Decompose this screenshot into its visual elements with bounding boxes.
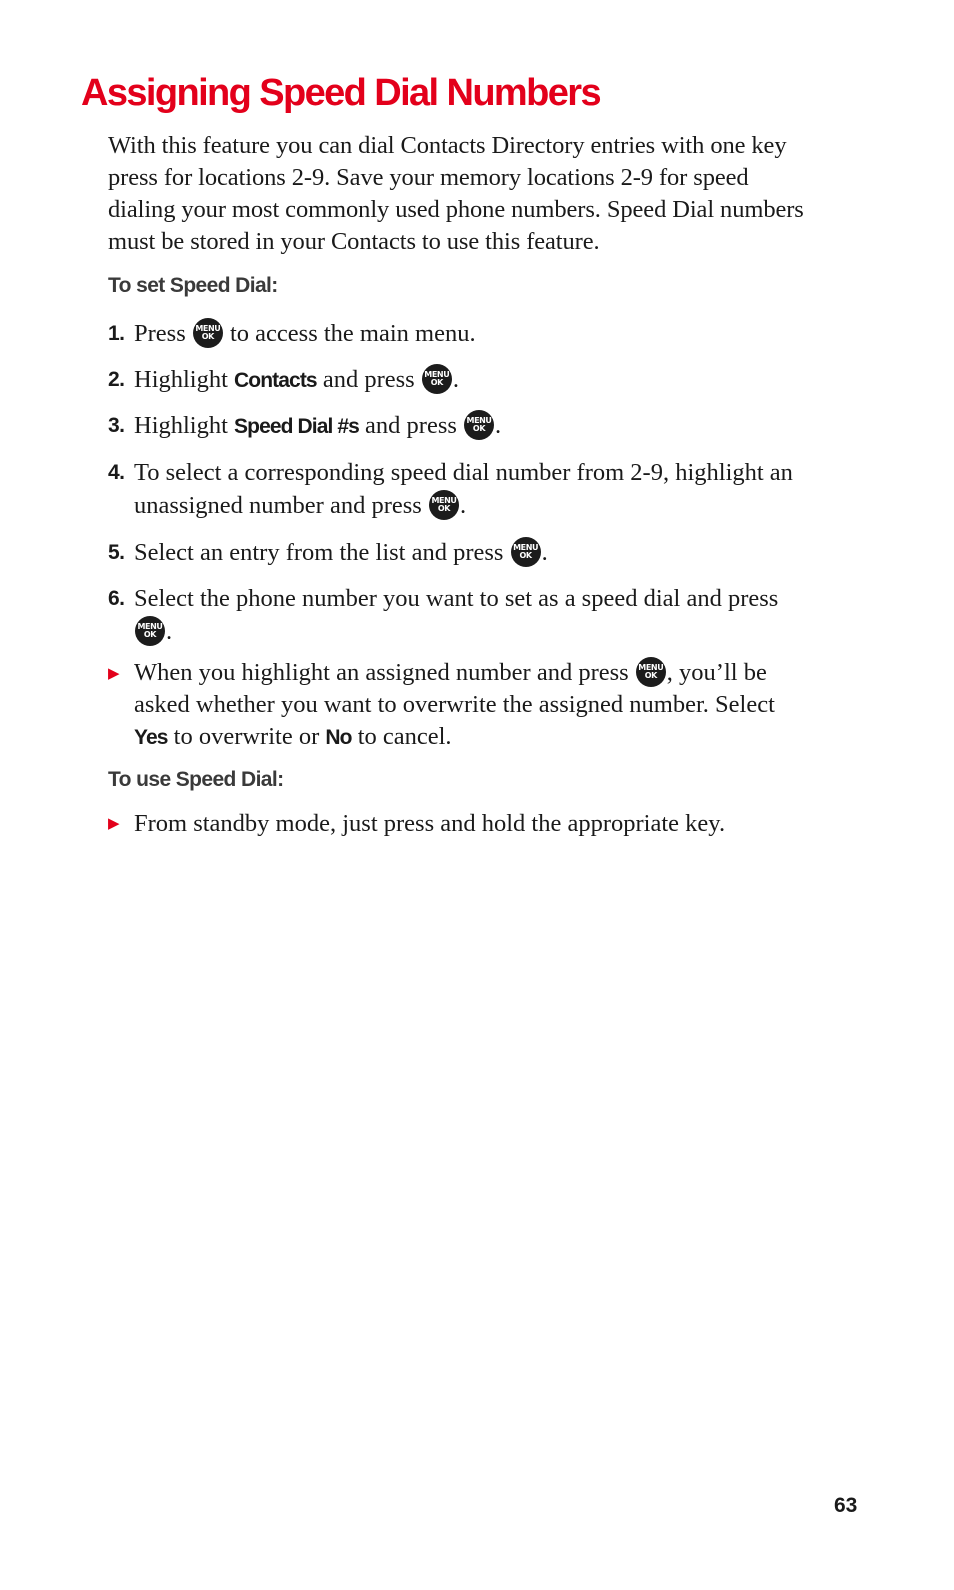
key-label-menu: MENU [466,416,492,425]
menu-ok-key-icon [636,657,666,687]
overwrite-note [108,657,808,754]
step-text [134,536,808,569]
step-text [134,363,808,397]
step-number: 6. [108,587,125,610]
ui-label-yes: Yes [134,726,168,749]
key-label-menu: MENU [431,496,457,505]
key-label-ok: OK [430,378,443,387]
key-label-menu: MENU [137,622,163,631]
key-label-menu: MENU [424,370,450,379]
step-text-middle: and press [322,366,415,393]
step-2 [108,363,808,397]
key-label-ok: OK [143,630,157,639]
intro-paragraph: With this feature you can dial Contacts Directory entries with one key press for locations 2-9. Save your memory locations 2-9 for speed dialing your most commonly used phone numbers. Speed Dial numbers must be stored in your Contacts to use this feature. [108,132,804,255]
ui-label-contacts: Contacts [234,369,317,392]
key-label-menu: MENU [638,663,664,672]
note-text-after: , you’ll be asked whether you want to overwrite the assigned number. Select [134,659,775,718]
step-text-before: Press [134,320,186,347]
menu-ok-key-icon [511,537,541,567]
step-text-before: Highlight [134,366,228,393]
step-text-middle: and press [365,412,457,439]
step-4 [108,456,808,522]
note-text [134,657,808,754]
red-arrow-bullet-icon: ▶ [108,814,120,832]
key-label-menu: MENU [195,324,221,333]
key-label-ok: OK [644,671,657,680]
step-text [134,409,808,443]
step-text-before: Select the phone number you want to set as a speed dial and press [134,585,779,612]
page-title: Assigning Speed Dial Numbers [81,72,600,114]
step-text [134,317,808,350]
page-number: 63 [834,1494,858,1517]
step-text-before: Select an entry from the list and press [134,539,504,566]
menu-ok-key-icon [193,318,223,348]
key-label-ok: OK [201,332,214,341]
ui-label-no: No [325,726,352,749]
step-6 [108,582,808,648]
key-label-ok: OK [437,504,451,513]
instruction-text: From standby mode, just press and hold the appropriate key. [134,810,726,837]
key-label-menu: MENU [513,543,539,552]
key-label-ok: OK [472,424,486,433]
set-speed-dial-heading: To set Speed Dial: [108,274,278,297]
step-text [134,456,808,522]
use-speed-dial-instruction [108,807,808,840]
key-label-ok: OK [519,551,532,560]
menu-ok-key-icon [422,364,452,394]
step-1 [108,317,808,350]
ui-label-speed-dial: Speed Dial #s [234,415,359,438]
red-arrow-bullet-icon: ▶ [108,664,120,682]
note-text-middle: to overwrite or [173,723,320,750]
note-text-before: When you highlight an assigned number and press [134,659,629,686]
step-3 [108,409,808,443]
step-text-after: to access the main menu. [229,320,476,347]
step-number: 2. [108,368,125,391]
step-number: 5. [108,541,125,564]
step-text-after: . [166,618,173,645]
step-text-after: . [495,412,502,439]
step-number: 3. [108,414,125,437]
menu-ok-key-icon [135,616,165,646]
step-text-after: . [459,492,467,519]
note-text-end: to cancel. [357,723,452,750]
step-number: 1. [108,322,125,345]
step-text-after: . [452,366,459,393]
step-text-after: . [541,539,548,566]
step-text-before: Highlight [134,412,228,439]
step-text-before: To select a corresponding speed dial number from 2-9, highlight an unassigned number and press [134,459,793,519]
step-number: 4. [108,461,125,484]
menu-ok-key-icon [464,410,494,440]
menu-ok-key-icon [429,490,459,520]
step-5 [108,536,808,569]
step-text [134,582,808,648]
use-speed-dial-heading: To use Speed Dial: [108,768,284,791]
